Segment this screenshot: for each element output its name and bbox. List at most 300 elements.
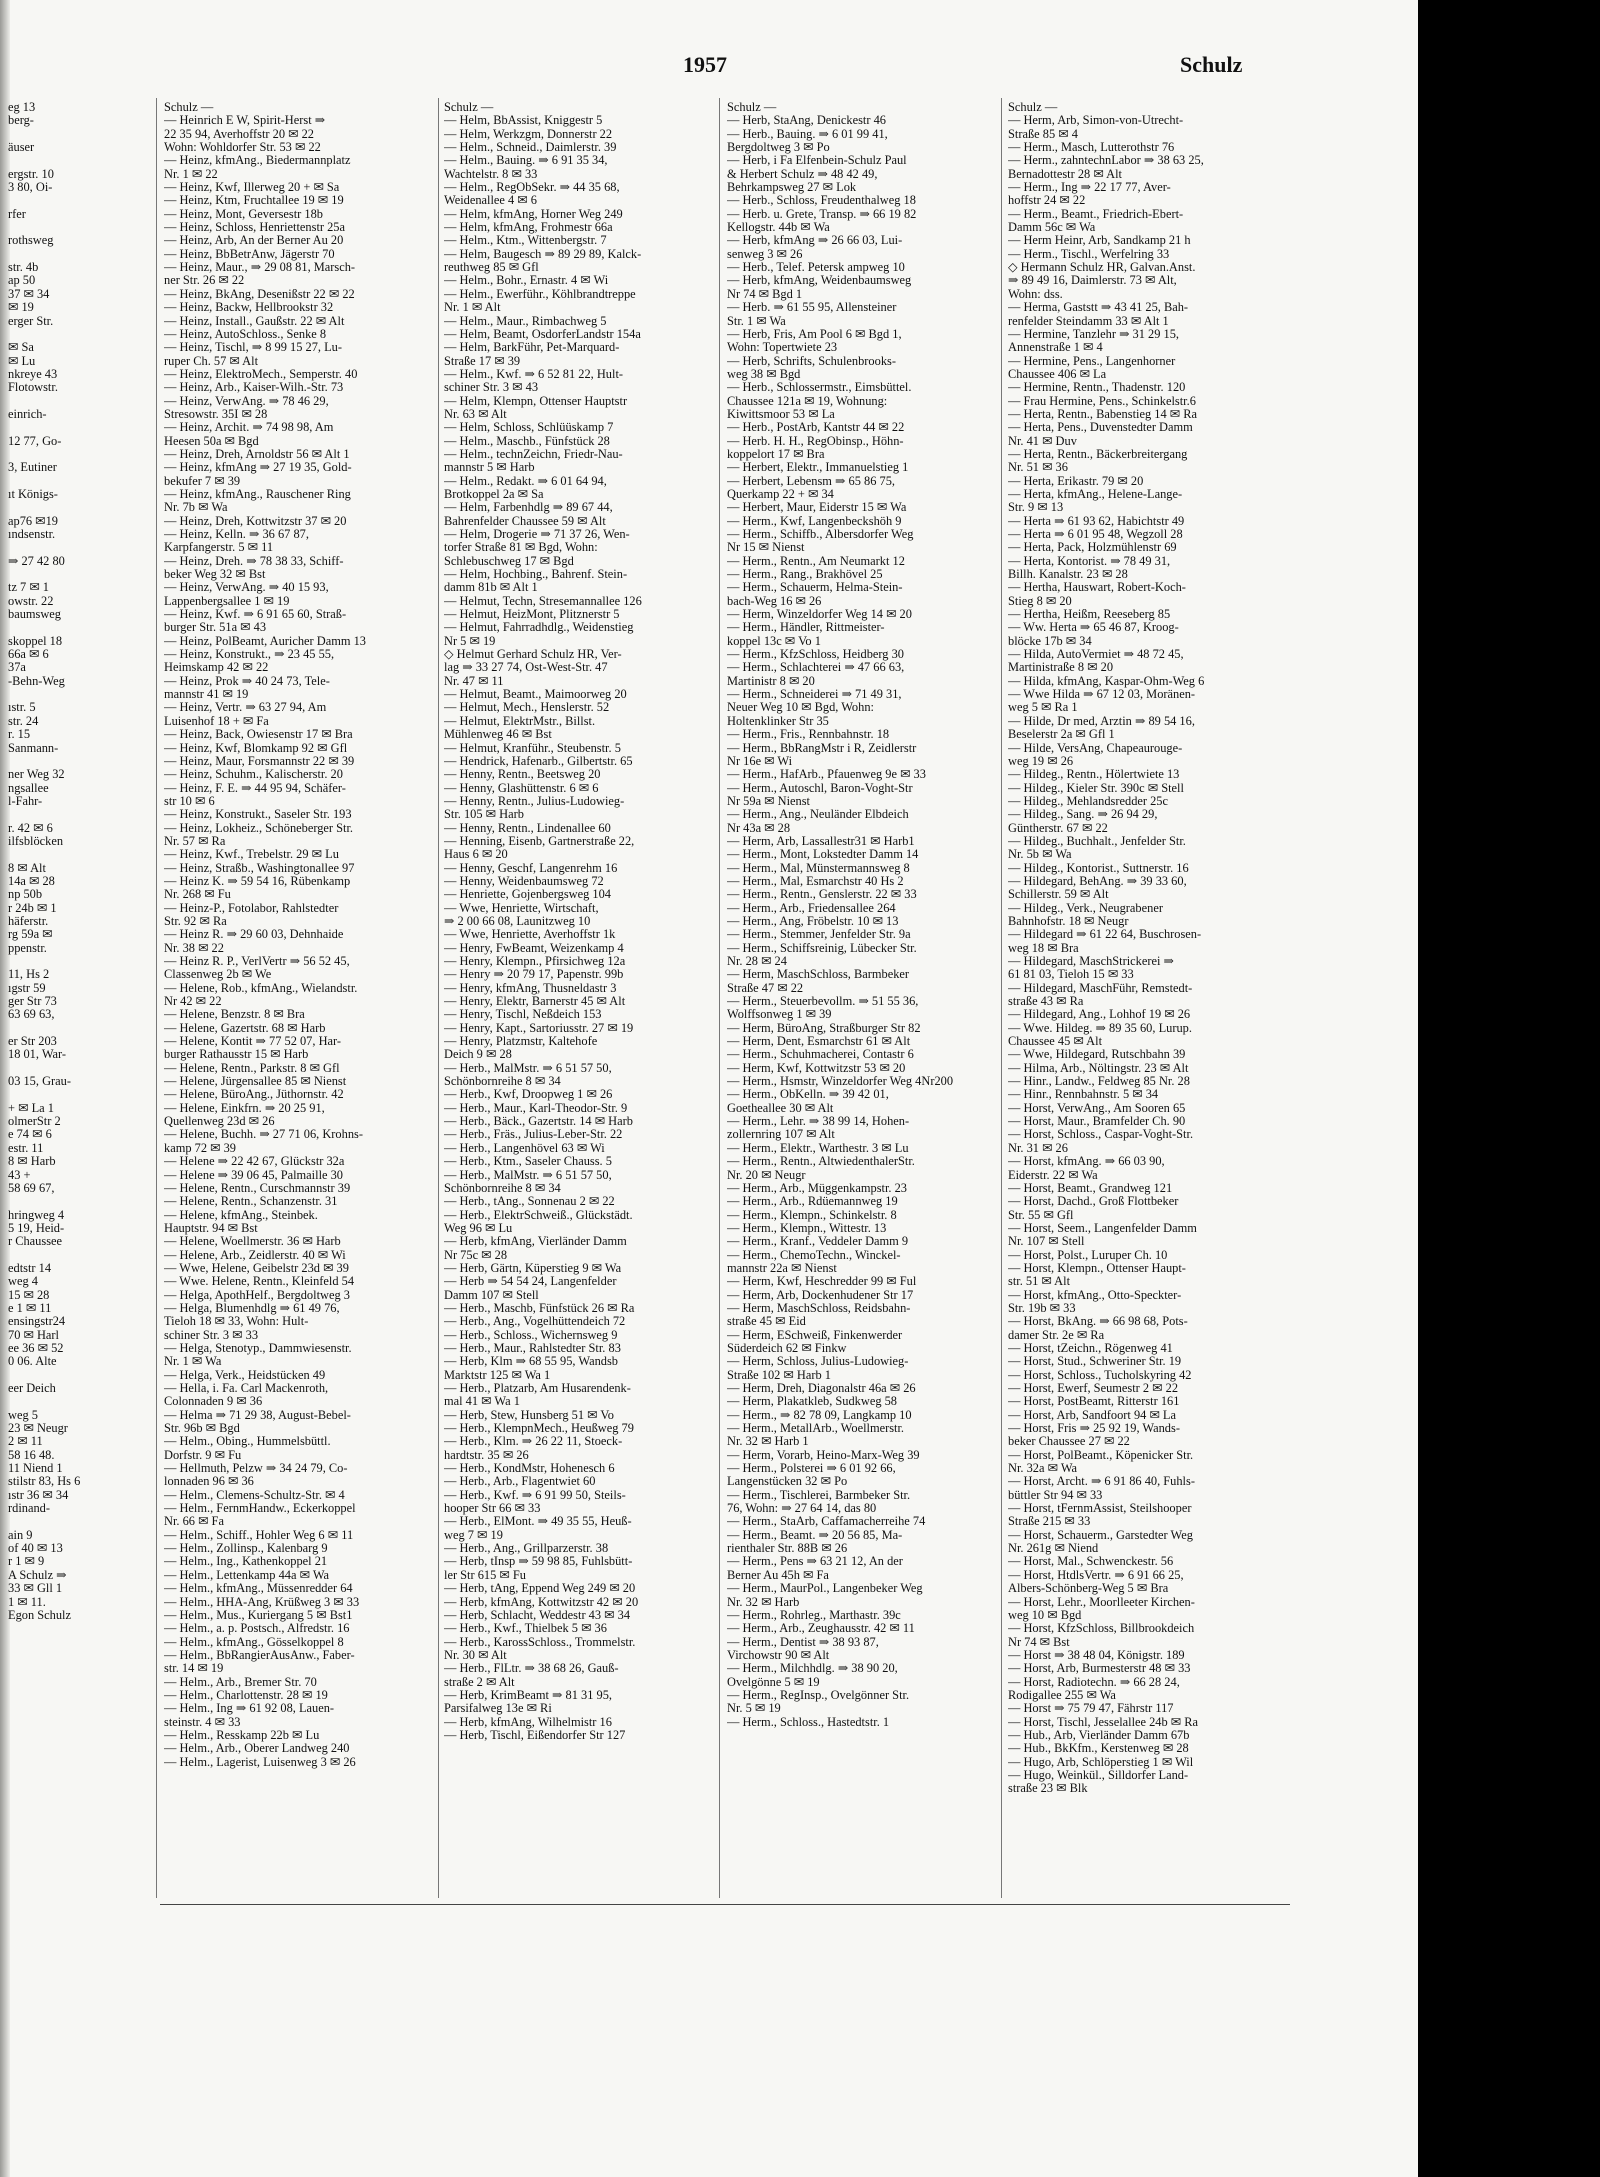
- directory-entry-line: — Henry, Tischl, Neßdeich 153: [444, 1008, 602, 1022]
- directory-entry-line: Tieloh 18 ✉ 33, Wohn: Hult-: [164, 1315, 309, 1329]
- directory-entry-line: — Heinz, Kwf, Blomkamp 92 ✉ Gfl: [164, 741, 348, 755]
- directory-entry-line: — Heinz, kfmAng ⇒ 27 19 35, Gold-: [164, 461, 352, 475]
- directory-entry-line: — Herta, Rentn., Babenstieg 14 ✉ Ra: [1008, 407, 1197, 421]
- directory-entry-line: Nr. 31 ✉ 26: [1008, 1141, 1068, 1155]
- directory-entry-line: — Hertha, Hauswart, Robert-Koch-: [1008, 581, 1186, 595]
- directory-entry-line: Nr. 1 ✉ Alt: [444, 301, 501, 315]
- directory-entry-line: Billh. Kanalstr. 23 ✉ 28: [1008, 568, 1128, 582]
- page-year: 1957: [683, 52, 727, 77]
- directory-entry-line: — Herm., RegInsp., Ovelgönner Str.: [727, 1688, 910, 1702]
- directory-entry-line: — Helm., Ing., Kathenkoppel 21: [164, 1555, 328, 1569]
- directory-entry-line: — Helm, kfmAng, Frohmestr 66a: [444, 221, 613, 235]
- directory-entry-line: — Horst, Ewerf, Seumestr 2 ✉ 22: [1008, 1382, 1179, 1395]
- page-bottom-rule: [160, 1904, 1290, 1905]
- directory-entry-line: — Herm., Mont, Lokstedter Damm 14: [727, 848, 919, 862]
- directory-entry-line: Straße 102 ✉ Harb 1: [727, 1368, 831, 1382]
- directory-entry-line: — Heinz, Konstrukt., Saseler Str. 193: [164, 808, 352, 822]
- directory-entry-line: lonnaden 96 ✉ 36: [164, 1475, 254, 1489]
- directory-entry-line: Schlebuschweg 17 ✉ Bgd: [444, 554, 574, 568]
- directory-entry-line: — Helm., Lagerist, Luisenweg 3 ✉ 26: [164, 1755, 356, 1769]
- directory-entry-line: [8, 568, 148, 581]
- directory-entry-line: — Herb, Stew, Hunsberg 51 ✉ Vo: [444, 1408, 614, 1422]
- directory-entry-line: — Henry, FwBeamt, Weizenkamp 4: [444, 941, 624, 955]
- directory-entry-line: — Hermine, Tanzlehr ⇒ 31 29 15,: [1008, 327, 1180, 341]
- directory-entry-line: — Helm, BarkFühr, Pet-Marquard-: [444, 341, 620, 355]
- directory-entry-line: einrich-: [8, 407, 47, 421]
- directory-entry-line: — Henny, Rentn., Lindenallee 60: [444, 821, 611, 835]
- directory-entry-line: — Herta, kfmAng., Helene-Lange-: [1008, 487, 1183, 501]
- directory-entry-line: — Herb., ElMont. ⇒ 49 35 55, Heuß-: [444, 1515, 632, 1529]
- directory-entry-line: — Herb., KondMstr, Hohenesch 6: [444, 1462, 615, 1476]
- directory-entry-line: — Horst, Arb, Sandfoort 94 ✉ La: [1008, 1408, 1176, 1422]
- directory-entry-line: — Hinr., Rennbahnstr. 5 ✉ 34: [1008, 1088, 1159, 1102]
- directory-entry-line: — Herm., Tischl., Werfelring 33: [1008, 247, 1170, 261]
- directory-entry-line: kamp 72 ✉ 39: [164, 1141, 236, 1155]
- directory-entry-line: — Horst, Schauerm., Garstedter Weg: [1008, 1528, 1193, 1542]
- directory-entry-line: — Ww. Herta ⇒ 65 46 87, Kroog-: [1008, 621, 1179, 635]
- directory-entry-line: — Herma, Gaststt ⇒ 43 41 25, Bah-: [1008, 301, 1189, 315]
- directory-entry-line: Annenstraße 1 ✉ 4: [1008, 341, 1103, 355]
- directory-entry-line: — Helene, Rentn., Curschmannstr 39: [164, 1181, 351, 1195]
- directory-entry-line: — Herb, kfmAng ⇒ 26 66 03, Lui-: [727, 234, 903, 248]
- directory-entry-line: — Horst, KfzSchloss, Billbrookdeich: [1008, 1622, 1195, 1636]
- directory-entry-line: — Heinz, Dreh, Kottwitzstr 37 ✉ 20: [164, 514, 347, 528]
- directory-entry-line: ✉ Sa: [8, 341, 34, 355]
- directory-entry-line: — Heinz K. ⇒ 59 54 16, Rübenkamp: [164, 874, 351, 888]
- directory-entry-line: — Herb. u. Grete, Transp. ⇒ 66 19 82: [727, 207, 917, 221]
- directory-entry-line: Nr. 5b ✉ Wa: [1008, 848, 1072, 862]
- directory-entry-line: — Heinz, BkAng, Desenißstr 22 ✉ 22: [164, 287, 355, 301]
- directory-entry-line: — Henry, Platzmstr, Kaltehofe: [444, 1035, 598, 1049]
- directory-entry-line: 18 01, War-: [8, 1048, 67, 1062]
- directory-entry-line: — Horst, PostBeamt, Ritterstr 161: [1008, 1395, 1180, 1409]
- directory-entry-line: 58 16 48.: [8, 1448, 55, 1462]
- directory-entry-line: — Horst, Maur., Bramfelder Ch. 90: [1008, 1115, 1186, 1129]
- directory-entry-line: ilfsblöcken: [8, 834, 64, 848]
- directory-entry-line: — Herm, Vorarb, Heino-Marx-Weg 39: [727, 1448, 920, 1462]
- directory-entry-line: — Herm., Kwf, Langenbeckshöh 9: [727, 514, 902, 528]
- directory-entry-line: — Helm., kfmAng., Müssenredder 64: [164, 1582, 353, 1596]
- directory-entry-line: — Heinz, BbBetrAnw, Jägerstr 70: [164, 247, 335, 261]
- column-rule: [1001, 98, 1002, 1898]
- directory-entry-line: straße 2 ✉ Alt: [444, 1675, 515, 1689]
- directory-entry-line: — Herm., MetallArb., Woellmerstr.: [727, 1422, 905, 1436]
- directory-entry-line: — Helene, BüroAng., Jüthornstr. 42: [164, 1088, 344, 1102]
- directory-entry-line: — Henny, Weidenbaumsweg 72: [444, 874, 604, 888]
- directory-entry-line: lag ⇒ 33 27 74, Ost-West-Str. 47: [444, 661, 608, 675]
- directory-entry-line: [8, 621, 148, 634]
- directory-entry-line: — Helga, Blumenhdlg ⇒ 61 49 76,: [164, 1301, 340, 1315]
- directory-entry-line: ner Str. 26 ✉ 22: [164, 274, 245, 288]
- directory-entry-line: — Herm., Arb., Rdüemannweg 19: [727, 1195, 898, 1209]
- directory-entry-line: owstr. 22: [8, 594, 54, 608]
- directory-entry-line: 43 +: [8, 1168, 31, 1182]
- directory-entry-line: ⇒ 89 49 16, Daimlerstr. 73 ✉ Alt,: [1008, 274, 1177, 288]
- directory-entry-line: — Herm., Milchhdlg. ⇒ 38 90 20,: [727, 1662, 898, 1676]
- directory-entry-line: — Hildeg., Verk., Neugrabener: [1008, 901, 1163, 915]
- directory-entry-line: [8, 221, 148, 234]
- directory-entry-line: — Henny, Rentn., Beetsweg 20: [444, 768, 601, 782]
- directory-entry-line: Nr. 28 ✉ 24: [727, 955, 787, 968]
- directory-entry-line: — Herm., Schiffsreinig, Lübecker Str.: [727, 941, 917, 955]
- directory-entry-line: — Helene, kfmAng., Steinbek.: [164, 1208, 318, 1222]
- directory-entry-line: np 50b: [8, 888, 43, 902]
- directory-entry-line: ⇒ 27 42 80: [8, 554, 65, 568]
- directory-entry-line: — Helm., HHA-Ang, Krüßweg 3 ✉ 33: [164, 1595, 360, 1609]
- directory-entry-line: — Helm, kfmAng, Horner Weg 249: [444, 207, 623, 221]
- directory-entry-line: schiner Str. 3 ✉ 33: [164, 1328, 259, 1342]
- directory-entry-line: Str. 19b ✉ 33: [1008, 1301, 1076, 1315]
- directory-entry-line: mannstr 41 ✉ 19: [164, 688, 249, 702]
- directory-entry-line: ger Str 73: [8, 995, 57, 1009]
- directory-entry-line: ındsenstr.: [8, 528, 56, 541]
- directory-entry-line: — Herm., Schlachterei ⇒ 47 66 63,: [727, 661, 905, 675]
- directory-entry-line: — Helene, Rob., kfmAng., Wielandstr.: [164, 981, 358, 995]
- directory-entry-line: Chaussee 121a ✉ 19, Wohnung:: [727, 394, 888, 408]
- directory-entry-line: — Helene ⇒ 39 06 45, Palmaille 30: [164, 1168, 343, 1182]
- directory-entry-line: — Herb, Schlacht, Weddestr 43 ✉ 34: [444, 1608, 631, 1622]
- directory-entry-line: — Horst, Archt. ⇒ 6 91 86 40, Fuhls-: [1008, 1475, 1195, 1489]
- directory-entry-line: — Herm., Schloss., Hastedtstr. 1: [727, 1715, 890, 1729]
- directory-entry-line: edtstr 14: [8, 1261, 52, 1275]
- directory-entry-line: — Herm., Kranf., Veddeler Damm 9: [727, 1235, 909, 1249]
- directory-entry-line: — Herm, Arb, Simon-von-Utrecht-: [1008, 114, 1184, 128]
- directory-entry-line: Wohn: dss.: [1008, 287, 1063, 301]
- directory-entry-line: — Herm., Beamt., Friedrich-Ebert-: [1008, 207, 1184, 221]
- directory-entry-line: — Horst, Schloss., Tucholskyring 42: [1008, 1368, 1192, 1382]
- directory-entry-line: + ✉ La 1: [8, 1101, 54, 1115]
- directory-entry-line: — Herm., Steuerbevollm. ⇒ 51 55 36,: [727, 995, 919, 1009]
- directory-entry-line: zollernring 107 ✉ Alt: [727, 1128, 835, 1142]
- directory-entry-line: Straße 85 ✉ 4: [1008, 127, 1078, 141]
- directory-entry-line: 37a: [8, 661, 26, 675]
- directory-entry-line: — Herb., Ang., Grillparzerstr. 38: [444, 1542, 609, 1556]
- directory-entry-line: — Helm, Baugesch ⇒ 89 29 89, Kalck-: [444, 247, 642, 261]
- directory-entry-line: Flotowstr.: [8, 381, 58, 395]
- directory-entry-line: Bernadottestr 28 ✉ Alt: [1008, 167, 1122, 181]
- directory-entry-line: damer Str. 2e ✉ Ra: [1008, 1328, 1105, 1342]
- directory-entry-line: — Helm., Ktm., Wittenbergstr. 7: [444, 234, 607, 248]
- directory-entry-line: rg 59a ✉: [8, 928, 53, 942]
- directory-entry-line: Nr 5 ✉ 19: [444, 634, 496, 648]
- directory-entry-line: straße 23 ✉ Blk: [1008, 1782, 1088, 1796]
- directory-entry-line: — Heinz, kfmAng., Rauschener Ring: [164, 487, 351, 501]
- directory-entry-line: — Hildegard, BehAng. ⇒ 39 33 60,: [1008, 874, 1187, 888]
- directory-entry-line: — Henry, Kapt., Sartoriusstr. 27 ✉ 19: [444, 1021, 634, 1035]
- directory-entry-line: — Helm., Schneid., Daimlerstr. 39: [444, 141, 617, 155]
- directory-entry-line: — Helmut, Techn, Stresemannallee 126: [444, 594, 642, 608]
- directory-entry-line: rdinand-: [8, 1502, 50, 1516]
- directory-entry-line: — Herta, Pack, Holzmühlenstr 69: [1008, 541, 1177, 555]
- directory-entry-line: Chaussee 45 ✉ Alt: [1008, 1035, 1103, 1049]
- column-rule: [438, 98, 439, 1898]
- directory-entry-line: — Helm., Bauing. ⇒ 6 91 35 34,: [444, 154, 608, 168]
- directory-entry-line: — Heinz, Maur, Forsmannstr 22 ✉ 39: [164, 754, 355, 768]
- directory-entry-line: — Helene, Gazertstr. 68 ✉ Harb: [164, 1021, 326, 1035]
- directory-entry-line: — Herm., Schuhmacherei, Contastr 6: [727, 1048, 914, 1062]
- directory-entry-line: erger Str.: [8, 314, 54, 328]
- directory-entry-line: häferstr.: [8, 914, 49, 928]
- directory-entry-line: — Helm., technZeichn, Friedr-Nau-: [444, 447, 623, 461]
- directory-entry-line: Nr 75c ✉ 28: [444, 1248, 508, 1262]
- directory-entry-line: — Hildeg., Kontorist., Suttnerstr. 16: [1008, 861, 1189, 875]
- directory-entry-line: Wolffsonweg 1 ✉ 39: [727, 1008, 832, 1022]
- directory-entry-line: r. 15: [8, 728, 31, 742]
- directory-entry-line: ngsallee: [8, 781, 49, 795]
- directory-entry-line: beker Chaussee 27 ✉ 22: [1008, 1435, 1130, 1449]
- directory-entry-line: — Herm., Elektr., Warthestr. 3 ✉ Lu: [727, 1141, 909, 1155]
- directory-entry-line: ✉ 19: [8, 301, 34, 315]
- directory-entry-line: — Herb., Maur., Rahlstedter Str. 83: [444, 1341, 621, 1355]
- directory-entry-line: r 24b ✉ 1: [8, 901, 57, 915]
- directory-entry-line: Heimskamp 42 ✉ 22: [164, 661, 269, 675]
- directory-entry-line: — Heinz, PolBeamt, Auricher Damm 13: [164, 634, 366, 648]
- directory-entry-line: — Horst, Seem., Langenfelder Damm: [1008, 1221, 1197, 1235]
- directory-entry-line: — Heinz, Kelln. ⇒ 36 67 87,: [164, 528, 309, 541]
- directory-entry-line: 61 81 03, Tieloh 15 ✉ 33: [1008, 968, 1134, 982]
- directory-entry-line: of 40 ✉ 13: [8, 1542, 63, 1556]
- directory-entry-line: [8, 1195, 148, 1208]
- directory-entry-line: — Herm, Plakatkleb, Sudkweg 58: [727, 1395, 898, 1409]
- directory-entry-line: — Horst, Tischl, Jesselallee 24b ✉ Ra: [1008, 1715, 1199, 1729]
- directory-entry-line: er Str 203: [8, 1035, 57, 1049]
- directory-entry-line: — Horst ⇒ 38 48 04, Königstr. 189: [1008, 1648, 1185, 1662]
- directory-entry-line: — Helm., Maschb., Fünfstück 28: [444, 434, 610, 448]
- directory-entry-line: — Herm., Rentn., Genslerstr. 22 ✉ 33: [727, 888, 917, 902]
- directory-entry-line: — Helene, Benzstr. 8 ✉ Bra: [164, 1008, 305, 1022]
- directory-entry-line: — Frau Hermine, Pens., Schinkelstr.6: [1008, 394, 1196, 408]
- directory-entry-line: — Helmut, HeizMont, Plitznerstr 5: [444, 608, 620, 622]
- directory-entry-line: [8, 1369, 148, 1382]
- directory-entry-line: — Helm., BbRangierAusAnw., Faber-: [164, 1648, 355, 1662]
- directory-entry-line: stilstr 83, Hs 6: [8, 1475, 81, 1489]
- directory-entry-line: — Herb., Fräs., Julius-Leber-Str. 22: [444, 1128, 623, 1142]
- page-header-name: Schulz: [1180, 52, 1243, 77]
- directory-entry-line: 12 77, Go-: [8, 434, 62, 448]
- directory-entry-line: — Helene ⇒ 22 42 67, Glückstr 32a: [164, 1155, 345, 1169]
- directory-entry-line: 23 ✉ Neugr: [8, 1422, 68, 1436]
- directory-entry-line: torfer Straße 81 ✉ Bgd, Wohn:: [444, 541, 598, 555]
- directory-entry-line: ıstr. 5: [8, 701, 36, 715]
- directory-entry-line: [8, 1022, 148, 1035]
- directory-entry-line: — Hertha, Heißm, Reeseberg 85: [1008, 608, 1171, 622]
- directory-entry-line: Nr 16e ✉ Wi: [727, 754, 793, 768]
- directory-entry-line: — Helm., Maur., Rimbachweg 5: [444, 314, 607, 328]
- directory-entry-line: — Henny, Rentn., Julius-Ludowieg-: [444, 794, 625, 808]
- directory-entry-line: — Hendrick, Hafenarb., Gilbertstr. 65: [444, 754, 633, 768]
- directory-entry-line: weg 7 ✉ 19: [444, 1528, 503, 1542]
- directory-entry-line: Nr. 51 ✉ 36: [1008, 461, 1068, 475]
- directory-entry-line: estr. 11: [8, 1141, 44, 1155]
- directory-entry-line: mal 41 ✉ Wa 1: [444, 1395, 520, 1409]
- directory-entry-line: 1 ✉ 11.: [8, 1595, 46, 1609]
- directory-entry-line: reuthweg 85 ✉ Gfl: [444, 261, 539, 275]
- directory-entry-line: ee 36 ✉ 52: [8, 1341, 64, 1355]
- directory-entry-line: — Herb, KrimBeamt ⇒ 81 31 95,: [444, 1688, 612, 1702]
- directory-entry-line: — Hildeg., Kieler Str. 390c ✉ Stell: [1008, 781, 1184, 795]
- directory-entry-line: — Herm., ⇒ 82 78 09, Langkamp 10: [727, 1408, 912, 1422]
- directory-entry-line: — Horst, tFernmAssist, Steilshooper: [1008, 1502, 1192, 1516]
- directory-entry-line: — Hildegard ⇒ 61 22 64, Buschrosen-: [1008, 928, 1202, 942]
- directory-entry-line: Str. 96b ✉ Bgd: [164, 1422, 240, 1436]
- directory-entry-line: [8, 1088, 148, 1101]
- directory-entry-line: [8, 248, 148, 261]
- directory-entry-line: — Herm, Arb, Dockenhudener Str 17: [727, 1288, 914, 1302]
- directory-entry-line: [8, 755, 148, 768]
- directory-entry-line: — Herb., Maur., Karl-Theodor-Str. 9: [444, 1101, 628, 1115]
- directory-entry-line: 15 ✉ 28: [8, 1288, 50, 1302]
- directory-entry-line: — Heinz, Dreh, Arnoldstr 56 ✉ Alt 1: [164, 447, 350, 461]
- directory-entry-line: Querkamp 22 + ✉ 34: [727, 487, 834, 501]
- directory-entry-line: — Herb, tInsp ⇒ 59 98 85, Fuhlsbütt-: [444, 1555, 633, 1569]
- directory-entry-line: 22 35 94, Averhoffstr 20 ✉ 22: [164, 127, 314, 141]
- directory-entry-line: [8, 328, 148, 341]
- directory-entry-line: weg 19 ✉ 26: [1008, 754, 1074, 768]
- directory-entry-line: Neuer Weg 10 ✉ Bgd, Wohn:: [727, 701, 874, 715]
- directory-entry-line: — Helene, Arb., Zeidlerstr. 40 ✉ Wi: [164, 1248, 346, 1262]
- directory-entry-line: — Hildeg., Mehlandsredder 25c: [1008, 794, 1169, 808]
- directory-entry-line: — Helm., Clemens-Schultz-Str. ✉ 4: [164, 1488, 345, 1502]
- directory-entry-line: — Herm., Lehr. ⇒ 38 99 14, Hohen-: [727, 1115, 910, 1129]
- directory-entry-line: — Herbert, Lebensm ⇒ 65 86 75,: [727, 474, 895, 488]
- directory-entry-line: 11 Niend 1: [8, 1462, 63, 1476]
- directory-entry-line: Colonnaden 9 ✉ 36: [164, 1395, 263, 1409]
- directory-entry-line: — Herm, BüroAng, Straßburger Str 82: [727, 1021, 921, 1035]
- directory-entry-line: Nr. 57 ✉ Ra: [164, 834, 226, 848]
- directory-entry-line: damm 81b ✉ Alt 1: [444, 581, 538, 595]
- directory-entry-line: 8 ✉ Harb: [8, 1155, 56, 1169]
- directory-entry-line: [8, 541, 148, 554]
- directory-entry-line: ppenstr.: [8, 941, 47, 955]
- directory-entry-line: — Heinz, Maur., ⇒ 29 08 81, Marsch-: [164, 261, 356, 275]
- directory-entry-line: — Horst, Mal., Schwenckestr. 56: [1008, 1555, 1174, 1569]
- directory-entry-line: — Wwe, Henriette, Wirtschaft,: [444, 901, 599, 915]
- directory-entry-line: — Herm., zahntechnLabor ⇒ 38 63 25,: [1008, 154, 1204, 168]
- directory-entry-line: [8, 194, 148, 207]
- directory-entry-line: — Herm, ESchweiß, Finkenwerder: [727, 1328, 903, 1342]
- directory-entry-line: — Helga, ApothHelf., Bergdoltweg 3: [164, 1288, 350, 1302]
- directory-entry-line: 63 69 63,: [8, 1008, 55, 1022]
- directory-entry-line: — Heinz, VerwAng. ⇒ 78 46 29,: [164, 394, 329, 408]
- directory-entry-line: — Wwe, Henriette, Averhoffstr 1k: [444, 928, 616, 942]
- directory-entry-line: — Herm, Kwf, Kottwitzstr 53 ✉ 20: [727, 1061, 906, 1075]
- directory-entry-line: r 1 ✉ 9: [8, 1555, 45, 1569]
- directory-entry-line: — Helmut, Kranführ., Steubenstr. 5: [444, 741, 621, 755]
- directory-entry-line: [8, 501, 148, 514]
- directory-entry-line: Berner Au 45h ✉ Fa: [727, 1568, 829, 1582]
- directory-entry-line: — Heinz-P., Fotolabor, Rahlstedter: [164, 901, 339, 915]
- directory-entry-line: — Helma ⇒ 71 29 38, August-Bebel-: [164, 1408, 351, 1422]
- directory-entry-line: — Hugo, Weinkül., Silldorfer Land-: [1008, 1768, 1189, 1782]
- directory-entry-line: Str. 55 ✉ Gfl: [1008, 1208, 1074, 1222]
- directory-entry-line: — Herm., ChemoTechn., Winckel-: [727, 1248, 901, 1262]
- directory-entry-line: 33 ✉ Gll 1: [8, 1582, 63, 1596]
- directory-column-3: [727, 101, 997, 2101]
- directory-entry-line: Schulz —: [444, 101, 494, 114]
- directory-entry-line: — Heinz, Vertr. ⇒ 63 27 94, Am: [164, 701, 327, 715]
- directory-entry-line: — Herm., MaurPol., Langenbeker Weg: [727, 1582, 923, 1596]
- directory-entry-line: — Herb, kfmAng, Vierländer Damm: [444, 1235, 627, 1249]
- directory-entry-line: Behrkampsweg 27 ✉ Lok: [727, 181, 857, 195]
- directory-entry-line: [8, 688, 148, 701]
- directory-entry-line: [8, 128, 148, 141]
- directory-entry-line: — Heinz, Kwf, Illerweg 20 + ✉ Sa: [164, 181, 340, 195]
- directory-entry-line: — Herb., tAng., Sonnenau 2 ✉ 22: [444, 1195, 615, 1209]
- directory-entry-line: Weg 96 ✉ Lu: [444, 1221, 513, 1235]
- directory-entry-line: tz 7 ✉ 1: [8, 581, 50, 595]
- directory-entry-line: — Herm., Arb., Friedensallee 264: [727, 901, 896, 915]
- directory-entry-line: — Helene, Rentn., Schanzenstr. 31: [164, 1195, 338, 1209]
- directory-entry-line: Damm 107 ✉ Stell: [444, 1288, 539, 1302]
- directory-entry-line: Quellenweg 23d ✉ 26: [164, 1115, 275, 1129]
- directory-entry-line: ler Str 615 ✉ Fu: [444, 1568, 526, 1582]
- directory-entry-line: — Horst, Klempn., Ottenser Haupt-: [1008, 1261, 1186, 1275]
- directory-entry-line: Luisenhof 18 + ✉ Fa: [164, 714, 269, 728]
- directory-entry-line: büttler Str 94 ✉ 33: [1008, 1488, 1103, 1502]
- directory-entry-line: straße 45 ✉ Eid: [727, 1315, 806, 1329]
- directory-entry-line: ⇒ 2 00 66 08, Launitzweg 10: [444, 914, 591, 928]
- directory-entry-line: — Hildeg., Rentn., Hölertwiete 13: [1008, 768, 1180, 782]
- directory-entry-line: — Horst, Stud., Schweriner Str. 19: [1008, 1355, 1182, 1369]
- directory-entry-line: — Heinz, VerwAng. ⇒ 40 15 93,: [164, 581, 329, 595]
- directory-entry-line: — Helmut, Mech., Henslerstr. 52: [444, 701, 610, 715]
- directory-entry-line: Eiderstr. 22 ✉ Wa: [1008, 1168, 1098, 1182]
- directory-entry-line: schiner Str. 3 ✉ 43: [444, 381, 539, 395]
- directory-entry-line: — Herb., Schloss, Freudenthalweg 18: [727, 194, 916, 208]
- directory-entry-line: Schulz —: [1008, 101, 1058, 114]
- directory-entry-line: — Herb., Arb., Flagentwiet 60: [444, 1475, 596, 1489]
- directory-entry-line: — Helm., Mus., Kuriergang 5 ✉ Bst1: [164, 1608, 353, 1622]
- directory-entry-line: [8, 448, 148, 461]
- directory-entry-line: l-Fahr-: [8, 794, 43, 808]
- directory-entry-line: r. 42 ✉ 6: [8, 821, 53, 835]
- directory-entry-line: [8, 1395, 148, 1408]
- directory-entry-line: — Horst, PolBeamt., Köpenicker Str.: [1008, 1448, 1194, 1462]
- directory-entry-line: — Helm, Werkzgm, Donnerstr 22: [444, 127, 613, 141]
- directory-entry-line: ◇ Hermann Schulz HR, Galvan.Anst.: [1008, 261, 1196, 275]
- directory-entry-line: Dorfstr. 9 ✉ Fu: [164, 1448, 242, 1462]
- directory-entry-line: 8 ✉ Alt: [8, 861, 46, 875]
- directory-entry-line: — Herb. H. H., RegObinsp., Höhn-: [727, 434, 904, 448]
- directory-entry-line: — Helm, Schloss, Schlüüskamp 7: [444, 421, 614, 435]
- directory-entry-line: Schulz —: [164, 101, 214, 114]
- directory-entry-line: Güntherstr. 67 ✉ 22: [1008, 821, 1108, 835]
- directory-entry-line: Nr. 20 ✉ Neugr: [727, 1168, 806, 1182]
- directory-entry-line: str. 24: [8, 714, 39, 728]
- directory-entry-line: — Helm, Beamt, OsdorferLandstr 154a: [444, 327, 641, 341]
- directory-entry-line: — Heinz, Backw, Hellbrookstr 32: [164, 301, 334, 315]
- directory-entry-line: weg 10 ✉ Bgd: [1008, 1608, 1082, 1622]
- directory-entry-line: -Behn-Weg: [8, 674, 65, 688]
- directory-entry-line: Nr. 32a ✉ Wa: [1008, 1462, 1078, 1476]
- directory-entry-line: — Hilde, Dr med, Arztin ⇒ 89 54 16,: [1008, 714, 1195, 728]
- directory-entry-line: — Helm, Klempn, Ottenser Hauptstr: [444, 394, 628, 408]
- directory-entry-line: — Herm., Rentn., Am Neumarkt 12: [727, 554, 905, 568]
- directory-entry-line: hooper Str 66 ✉ 33: [444, 1502, 541, 1516]
- directory-entry-line: Nr. 5 ✉ 19: [727, 1702, 781, 1716]
- directory-entry-line: — Wwe, Helene, Geibelstr 23d ✉ 39: [164, 1261, 349, 1275]
- directory-entry-line: olmerStr 2: [8, 1115, 61, 1129]
- directory-entry-line: weg 38 ✉ Bgd: [727, 367, 801, 381]
- directory-entry-line: weg 18 ✉ Bra: [1008, 941, 1079, 955]
- directory-entry-line: Brotkoppel 2a ✉ Sa: [444, 487, 544, 501]
- directory-entry-line: — Wwe. Helene, Rentn., Kleinfeld 54: [164, 1275, 355, 1289]
- directory-entry-line: — Herb., PostArb, Kantstr 44 ✉ 22: [727, 421, 905, 435]
- directory-entry-line: — Helm., Ewerführ., Köhlbrandtreppe: [444, 287, 636, 301]
- directory-entry-line: — Henry, Elektr, Barnerstr 45 ✉ Alt: [444, 995, 626, 1009]
- directory-entry-line: — Herm., Tischlerei, Barmbeker Str.: [727, 1488, 911, 1502]
- directory-entry-line: ıt Königs-: [8, 487, 58, 501]
